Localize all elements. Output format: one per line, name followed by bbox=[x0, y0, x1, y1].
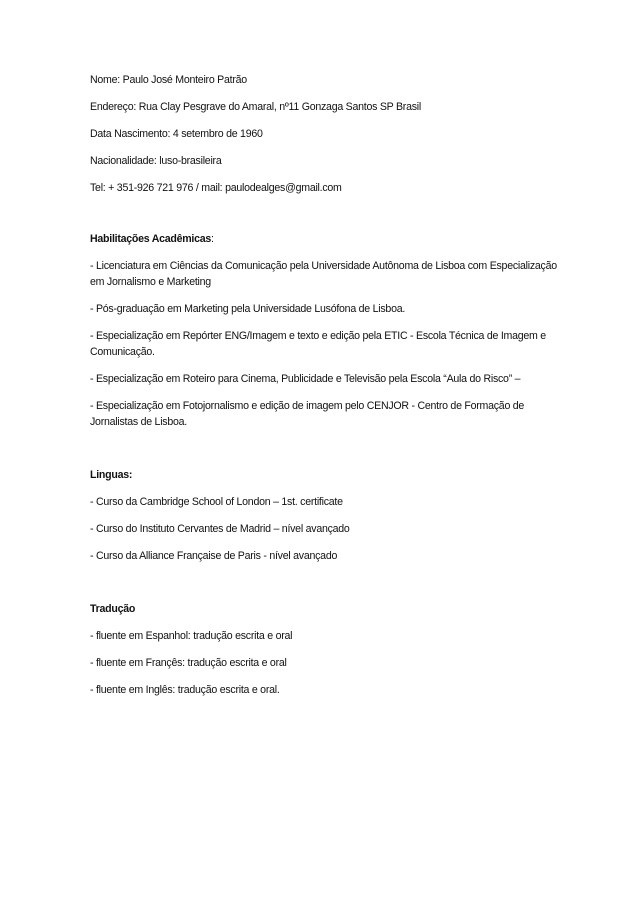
translation-section bbox=[90, 601, 560, 698]
address-line: Endereço: Rua Clay Pesgrave do Amaral, nº11 Gonzaga Santos SP Brasil bbox=[90, 101, 421, 113]
translation-item: - fluente em Françês: tradução escrita e oral bbox=[90, 657, 287, 669]
language-item: - Curso da Alliance Française de Paris - nível avançado bbox=[90, 550, 338, 562]
contact-line: Tel: + 351-926 721 976 / mail: paulodealges@gmail.com bbox=[90, 182, 342, 194]
resume-page bbox=[90, 72, 560, 709]
academic-section bbox=[90, 231, 560, 430]
academic-item: - Licenciatura em Ciências da Comunicação pela Universidade Autônoma de Lisboa com Especialização em Jornalismo e Marketing bbox=[90, 260, 557, 288]
name-line: Nome: Paulo José Monteiro Patrão bbox=[90, 74, 247, 86]
academic-heading-line bbox=[90, 231, 560, 247]
academic-item: - Pós-graduação em Marketing pela Universidade Lusófona de Lisboa. bbox=[90, 303, 406, 315]
academic-heading: Habilitações Acadêmicas bbox=[90, 233, 212, 245]
academic-item: - Especialização em Fotojornalismo e edição de imagem pelo CENJOR - Centro de Formação de Jornalistas de Lisboa. bbox=[90, 400, 525, 428]
academic-item: - Especialização em Roteiro para Cinema, Publicidade e Televisão pela Escola “Aula do Risco” – bbox=[90, 373, 521, 385]
language-item: - Curso da Cambridge School of London – 1st. certificate bbox=[90, 496, 343, 508]
translation-item: - fluente em Espanhol: tradução escrita e oral bbox=[90, 630, 293, 642]
nationality-line: Nacionalidade: luso-brasileira bbox=[90, 155, 222, 167]
birth-date-line: Data Nascimento: 4 setembro de 1960 bbox=[90, 128, 263, 140]
academic-item: - Especialização em Repórter ENG/Imagem e texto e edição pela ETIC - Escola Técnica de Imagem e Comunicação. bbox=[90, 330, 546, 358]
languages-section bbox=[90, 467, 560, 564]
academic-heading-colon: : bbox=[211, 233, 214, 245]
personal-info bbox=[90, 72, 560, 196]
translation-item: - fluente em Inglês: tradução escrita e oral. bbox=[90, 684, 280, 696]
languages-heading: Linguas: bbox=[90, 469, 133, 481]
language-item: - Curso do Instituto Cervantes de Madrid – nível avançado bbox=[90, 523, 350, 535]
translation-heading: Tradução bbox=[90, 603, 136, 615]
